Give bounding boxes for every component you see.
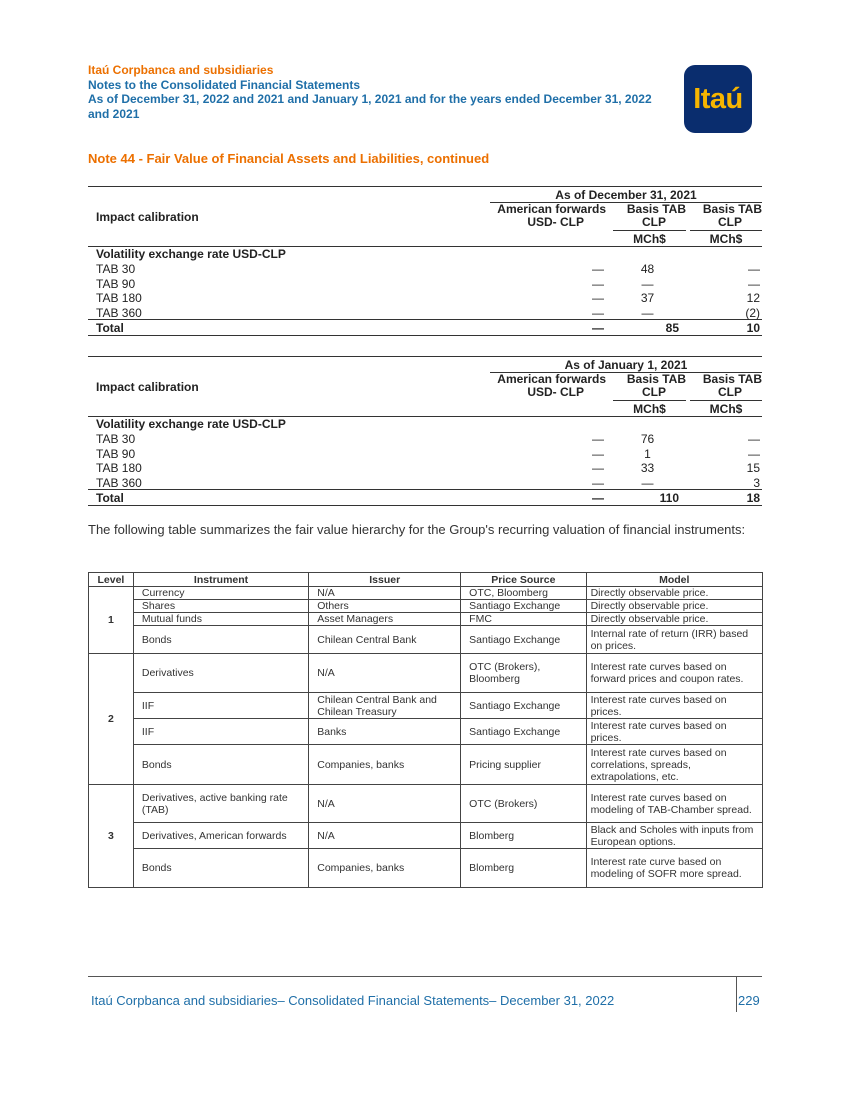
column-basis1-line1: Basis TAB [626,202,686,216]
total-basis-1: 110 [659,490,679,505]
instrument-cell: Derivatives [133,654,308,693]
price-source-cell: Santiago Exchange [461,626,586,654]
table-top-rule [88,186,762,187]
table-row [88,291,762,306]
issuer-cell: Chilean Central Bank [309,626,461,654]
cell-basis-2: 15 [746,461,760,475]
total-row [88,491,762,506]
notes-title: Notes to the Consolidated Financial Statements [88,77,361,92]
unit-label-1: MCh$ [633,232,666,246]
logo-text: Itaú [693,82,743,115]
footer-page-divider [736,976,737,1012]
row-label: TAB 30 [96,432,136,446]
column-basis-tab-2 [690,203,762,229]
cell-basis-1: 48 [640,262,655,276]
cell-basis-2: 12 [746,291,760,305]
total-american: — [592,320,604,335]
itau-logo [684,65,752,133]
row-label: TAB 30 [96,262,136,276]
row-label: TAB 360 [96,305,142,320]
page-header [88,63,688,121]
cell-basis-2: — [748,432,760,446]
cell-basis-1: 76 [640,432,655,446]
cell-american: — [592,475,604,490]
issuer-cell: N/A [309,654,461,693]
column-basis-tab-2 [690,373,762,399]
unit-rule-1 [613,230,686,231]
row-label: TAB 90 [96,446,136,461]
total-basis-2: 18 [746,490,760,505]
note-title: Note 44 - Fair Value of Financial Assets and Liabilities, continued [88,151,490,166]
column-american-forwards [488,203,606,229]
instrument-cell: IIF [133,719,308,745]
cell-basis-2: 3 [753,475,760,490]
impact-calibration-label: Impact calibration [96,210,199,224]
cell-basis-1: 1 [644,446,651,461]
column-basis-tab-1 [613,203,686,229]
model-cell: Directly observable price. [586,600,762,613]
column-american-line2: USD- CLP [527,385,584,399]
table-row [88,447,762,462]
instrument-cell: Derivatives, active banking rate (TAB) [133,785,308,823]
period-line-2: and 2021 [88,106,140,121]
column-basis2-line2: CLP [718,215,742,229]
column-basis1-line2: CLP [642,385,666,399]
price-source-cell: OTC, Bloomberg [461,587,586,600]
table-row [89,600,763,613]
cell-american: — [592,262,604,276]
model-cell: Directly observable price. [586,613,762,626]
table-row [89,719,763,745]
level-cell: 2 [89,654,134,785]
cell-american: — [592,305,604,320]
cell-american: — [592,446,604,461]
row-label: TAB 180 [96,461,142,475]
unit-rule-2 [690,400,762,401]
total-basis-2: 10 [746,320,760,335]
table-row [88,476,762,491]
cell-american: — [592,432,604,446]
level-cell: 1 [89,587,134,654]
column-basis2-line1: Basis TAB [702,372,762,386]
total-row [88,321,762,336]
instrument-cell: Shares [133,600,308,613]
column-american-line1: American forwards [497,372,606,386]
header-model: Model [586,573,762,587]
model-cell: Directly observable price. [586,587,762,600]
model-cell: Interest rate curves based on forward prices and coupon rates. [586,654,762,693]
price-source-cell: Pricing supplier [461,745,586,785]
cell-basis-1: 37 [640,291,655,305]
table-row [89,785,763,823]
cell-american: — [592,276,604,291]
page-number: 229 [738,993,760,1008]
column-basis2-line1: Basis TAB [702,202,762,216]
cell-basis-1: — [641,276,654,291]
issuer-cell: N/A [309,785,461,823]
footer-text: Itaú Corpbanca and subsidiaries– Consolidated Financial Statements– December 31, 2022 [91,993,615,1008]
hierarchy-intro-paragraph: The following table summarizes the fair value hierarchy for the Group's recurring valuation of financial instruments: [88,522,746,537]
price-source-cell: Santiago Exchange [461,719,586,745]
column-basis1-line1: Basis TAB [626,372,686,386]
impact-calibration-table-2021 [88,186,762,336]
header-issuer: Issuer [309,573,461,587]
column-american-line1: American forwards [497,202,606,216]
table-row [89,654,763,693]
cell-basis-1: 33 [640,461,655,475]
row-label: TAB 180 [96,291,142,305]
issuer-cell: N/A [309,587,461,600]
impact-calibration-table-jan-2021 [88,356,762,506]
unit-rule-2 [690,230,762,231]
unit-label-1: MCh$ [633,402,666,416]
unit-rule-1 [613,400,686,401]
table-row [89,587,763,600]
instrument-cell: Derivatives, American forwards [133,823,308,849]
model-cell: Interest rate curves based on correlations, spreads, extrapolations, etc. [586,745,762,785]
price-source-cell: Santiago Exchange [461,693,586,719]
price-source-cell: Blomberg [461,823,586,849]
table-row [89,745,763,785]
header-instrument: Instrument [133,573,308,587]
column-basis-tab-1 [613,373,686,399]
cell-american: — [592,291,604,305]
column-basis2-line2: CLP [718,385,742,399]
column-american-forwards [488,373,606,399]
table-row [88,277,762,292]
table-header-row [89,573,763,587]
instrument-cell: Mutual funds [133,613,308,626]
table-row [89,693,763,719]
unit-label-2: MCh$ [709,402,743,416]
table-row [88,432,762,447]
row-label: TAB 90 [96,276,136,291]
issuer-cell: Companies, banks [309,849,461,888]
price-source-cell: FMC [461,613,586,626]
footer-divider [88,976,762,977]
row-label: TAB 360 [96,475,142,490]
model-cell: Black and Scholes with inputs from European options. [586,823,762,849]
total-label: Total [96,320,124,335]
table-top-rule [88,356,762,357]
price-source-cell: OTC (Brokers), Bloomberg [461,654,586,693]
column-american-line2: USD- CLP [527,215,584,229]
model-cell: Interest rate curves based on modeling of TAB-Chamber spread. [586,785,762,823]
impact-calibration-label: Impact calibration [96,380,199,394]
instrument-cell: Currency [133,587,308,600]
model-cell: Interest rate curves based on prices. [586,719,762,745]
period-header: As of December 31, 2021 [555,188,697,202]
table-row [88,306,762,321]
fair-value-hierarchy-table [88,572,763,888]
price-source-cell: OTC (Brokers) [461,785,586,823]
instrument-cell: Bonds [133,849,308,888]
total-american: — [592,490,604,505]
cell-basis-2: — [748,262,760,276]
cell-basis-1: — [641,305,654,320]
table-row [89,849,763,888]
section-label: Volatility exchange rate USD-CLP [96,417,286,431]
table-row [89,823,763,849]
section-label: Volatility exchange rate USD-CLP [96,247,286,261]
table-row [89,626,763,654]
issuer-cell: Chilean Central Bank and Chilean Treasury [309,693,461,719]
unit-label-2: MCh$ [709,232,743,246]
model-cell: Interest rate curves based on prices. [586,693,762,719]
company-name: Itaú Corpbanca and subsidiaries [88,63,274,77]
issuer-cell: N/A [309,823,461,849]
table-row [88,461,762,476]
cell-basis-2: — [748,446,760,461]
model-cell: Internal rate of return (IRR) based on prices. [586,626,762,654]
header-price-source: Price Source [461,573,586,587]
cell-american: — [592,461,604,475]
total-basis-1: 85 [665,320,679,335]
issuer-cell: Banks [309,719,461,745]
model-cell: Interest rate curve based on modeling of SOFR more spread. [586,849,762,888]
instrument-cell: IIF [133,693,308,719]
cell-basis-1: — [641,475,654,490]
instrument-cell: Bonds [133,626,308,654]
issuer-cell: Asset Managers [309,613,461,626]
period-header: As of January 1, 2021 [564,358,688,372]
column-basis1-line2: CLP [642,215,666,229]
issuer-cell: Companies, banks [309,745,461,785]
price-source-cell: Blomberg [461,849,586,888]
cell-basis-2: — [748,276,760,291]
period-line-1: As of December 31, 2022 and 2021 and January 1, 2021 and for the years ended December 31, 2022 [88,92,652,106]
table-row [88,262,762,277]
price-source-cell: Santiago Exchange [461,600,586,613]
level-cell: 3 [89,785,134,888]
instrument-cell: Bonds [133,745,308,785]
total-label: Total [96,490,124,505]
header-level: Level [89,573,134,587]
issuer-cell: Others [309,600,461,613]
table-row [89,613,763,626]
cell-basis-2: (2) [745,305,760,320]
